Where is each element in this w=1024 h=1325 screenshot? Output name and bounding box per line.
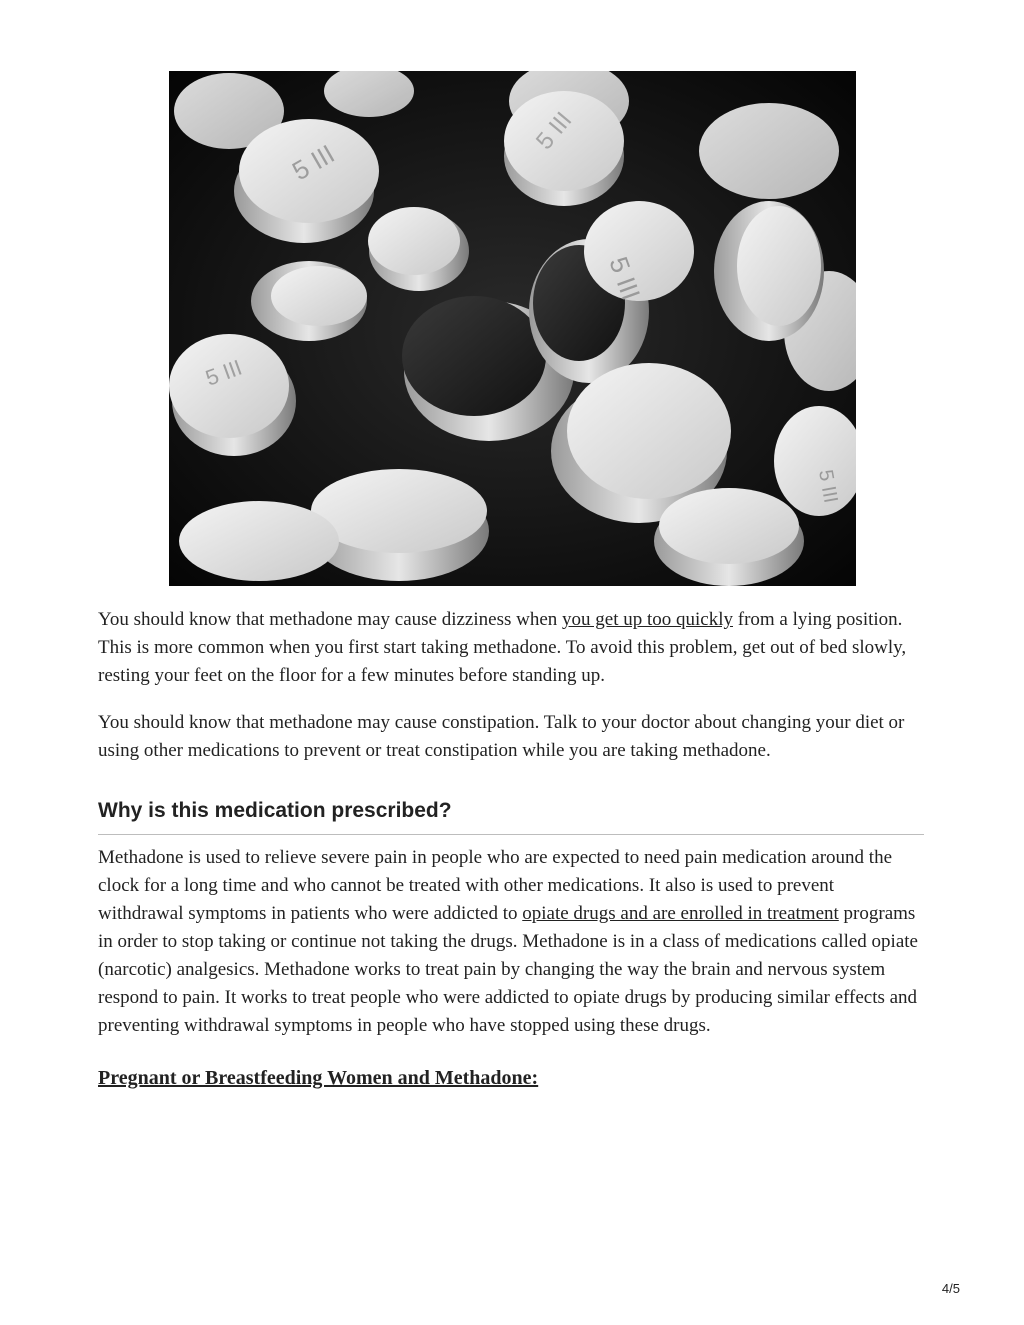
article-body xyxy=(98,606,924,1092)
paragraph-dizziness xyxy=(98,606,924,690)
page-number: 4/5 xyxy=(941,1281,960,1296)
pills-photo-illustration xyxy=(169,71,856,586)
svg-text:5 III: 5 III xyxy=(530,106,578,155)
pills-photo xyxy=(169,71,856,586)
paragraph-dizziness-text-start: You should know that methadone may cause dizziness when xyxy=(98,609,563,630)
get-up-too-quickly-link[interactable]: you get up too quickly xyxy=(562,609,733,630)
svg-text:5 III: 5 III xyxy=(287,138,340,187)
paragraph-usage xyxy=(98,844,924,1040)
svg-text:5 III: 5 III xyxy=(814,468,842,505)
paragraph-dizziness-text-end: from a lying position. This is more common when you first start taking methadone. To avoid this problem, get out of bed slowly, resting your feet on the floor for a few minutes before standing up. xyxy=(98,609,907,686)
opiate-treatment-link[interactable]: opiate drugs and are enrolled in treatment xyxy=(522,903,839,924)
section-heading-why-prescribed: Why is this medication prescribed? xyxy=(98,797,924,835)
paragraph-usage-text-start: Methadone is used to relieve severe pain in people who are expected to need pain medication around the clock for a long time and who cannot be treated with other medications. It also is used to prevent withdrawal symptoms in patients who were addicted to xyxy=(98,847,893,924)
svg-text:5 III: 5 III xyxy=(202,354,246,391)
svg-text:5 III: 5 III xyxy=(603,252,647,304)
subheading-pregnant-breastfeeding: Pregnant or Breastfeeding Women and Methadone: xyxy=(98,1067,539,1089)
paragraph-usage-text-end: programs in order to stop taking or continue not taking the drugs. Methadone is in a class of medications called opiate (narcotic) analgesics. Methadone works to treat pain by changing the way the brain and nervous system respond to pain. It works to treat people who were addicted to opiate drugs by producing similar effects and preventing withdrawal symptoms in people who have stopped using these drugs. xyxy=(98,903,918,1036)
paragraph-constipation: You should know that methadone may cause constipation. Talk to your doctor about changing your diet or using other medications to prevent or treat constipation while you are taking methadone. xyxy=(98,712,905,761)
